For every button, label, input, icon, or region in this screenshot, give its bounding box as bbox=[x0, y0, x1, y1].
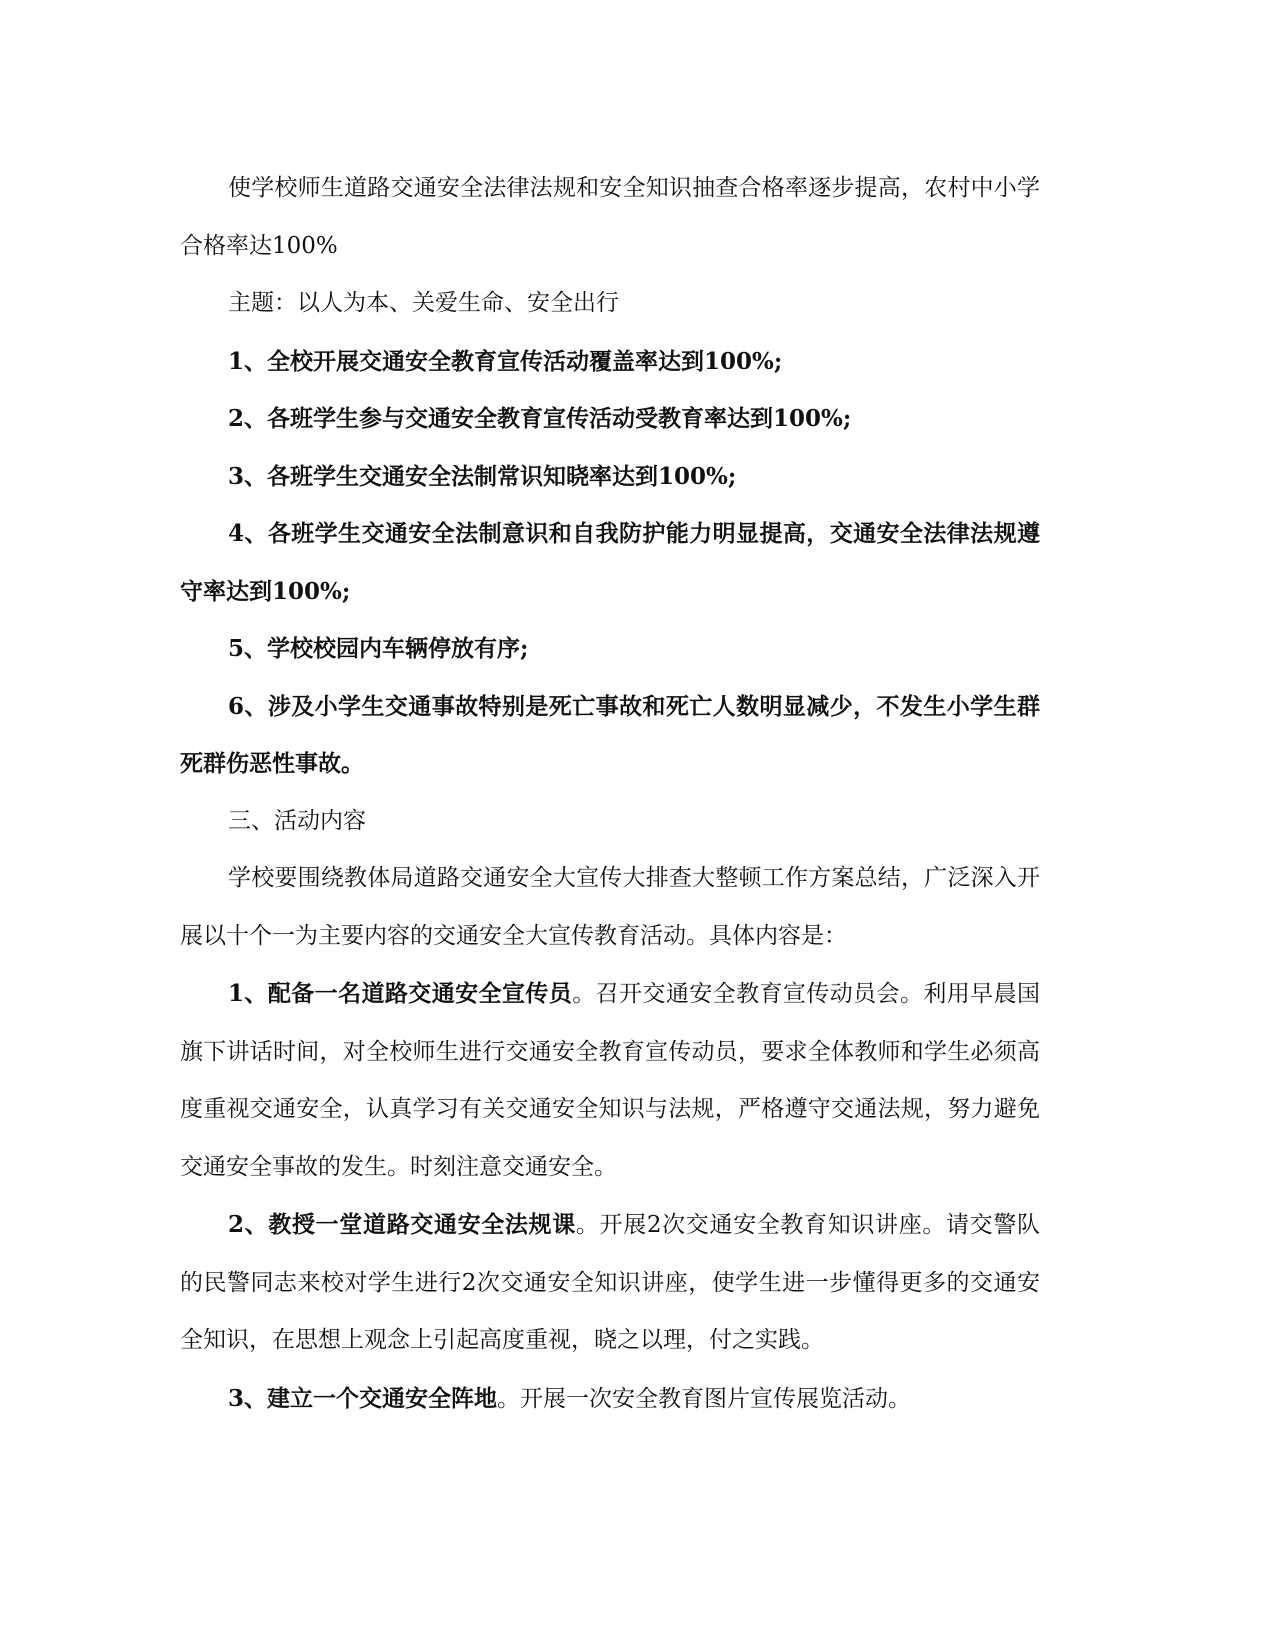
section-heading-activities: 三、活动内容 bbox=[228, 807, 366, 834]
goal-item-6: 6、涉及小学生交通事故特别是死亡事故和死亡人数明显减少，不发生小学生群死群伤恶性事故。 bbox=[180, 692, 1040, 777]
document-page bbox=[180, 160, 1040, 1428]
paragraph-theme: 主题：以人为本、关爱生命、安全出行 bbox=[228, 290, 619, 316]
activity-item-3 bbox=[180, 1370, 1040, 1429]
activity-item-2-lead: 2、教授一堂道路交通安全法规课 bbox=[228, 1211, 576, 1238]
paragraph-goal: 使学校师生道路交通安全法律法规和安全知识抽查合格率逐步提高，农村中小学合格率达100% bbox=[180, 175, 1040, 259]
paragraph-activities-intro: 学校要围绕教体局道路交通安全大宣传大排查大整顿工作方案总结，广泛深入开展以十个一为主要内容的交通安全大宣传教育活动。具体内容是： bbox=[180, 865, 1040, 949]
goal-item-2: 2、各班学生参与交通安全教育宣传活动受教育率达到100%; bbox=[228, 405, 852, 432]
activity-item-3-lead: 3、建立一个交通安全阵地 bbox=[228, 1384, 498, 1412]
goal-item-3: 3、各班学生交通安全法制常识知晓率达到100%; bbox=[228, 462, 737, 490]
activity-item-1-lead: 1、配备一名道路交通安全宣传员 bbox=[228, 980, 573, 1007]
activity-item-2-text: 。开展2次交通安全教育知识讲座。请交警队的民警同志来校对学生进行2次交通安全知识讲座，使学生进一步懂得更多的交通安全知识，在思想上观念上引起高度重视，晓之以理，付之实践。 bbox=[180, 1212, 1040, 1353]
activity-item-3-text: 。开展一次安全教育图片宣传展览活动。 bbox=[497, 1385, 912, 1412]
activity-item-1 bbox=[180, 965, 1040, 1196]
activity-item-1-text: 。召开交通安全教育宣传动员会。利用早晨国旗下讲话时间，对全校师生进行交通安全教育宣传动员，要求全体教师和学生必须高度重视交通安全，认真学习有关交通安全知识与法规，严格遵守交通法规，努力避免交通安全事故的发生。时刻注意交通安全。 bbox=[180, 981, 1041, 1180]
goal-item-1: 1、全校开展交通安全教育宣传活动覆盖率达到100%; bbox=[228, 347, 783, 375]
goal-item-4: 4、各班学生交通安全法制意识和自我防护能力明显提高，交通安全法律法规遵守率达到100%; bbox=[180, 520, 1040, 605]
goal-item-5: 5、学校校园内车辆停放有序; bbox=[228, 635, 529, 662]
activity-item-2 bbox=[180, 1196, 1040, 1370]
